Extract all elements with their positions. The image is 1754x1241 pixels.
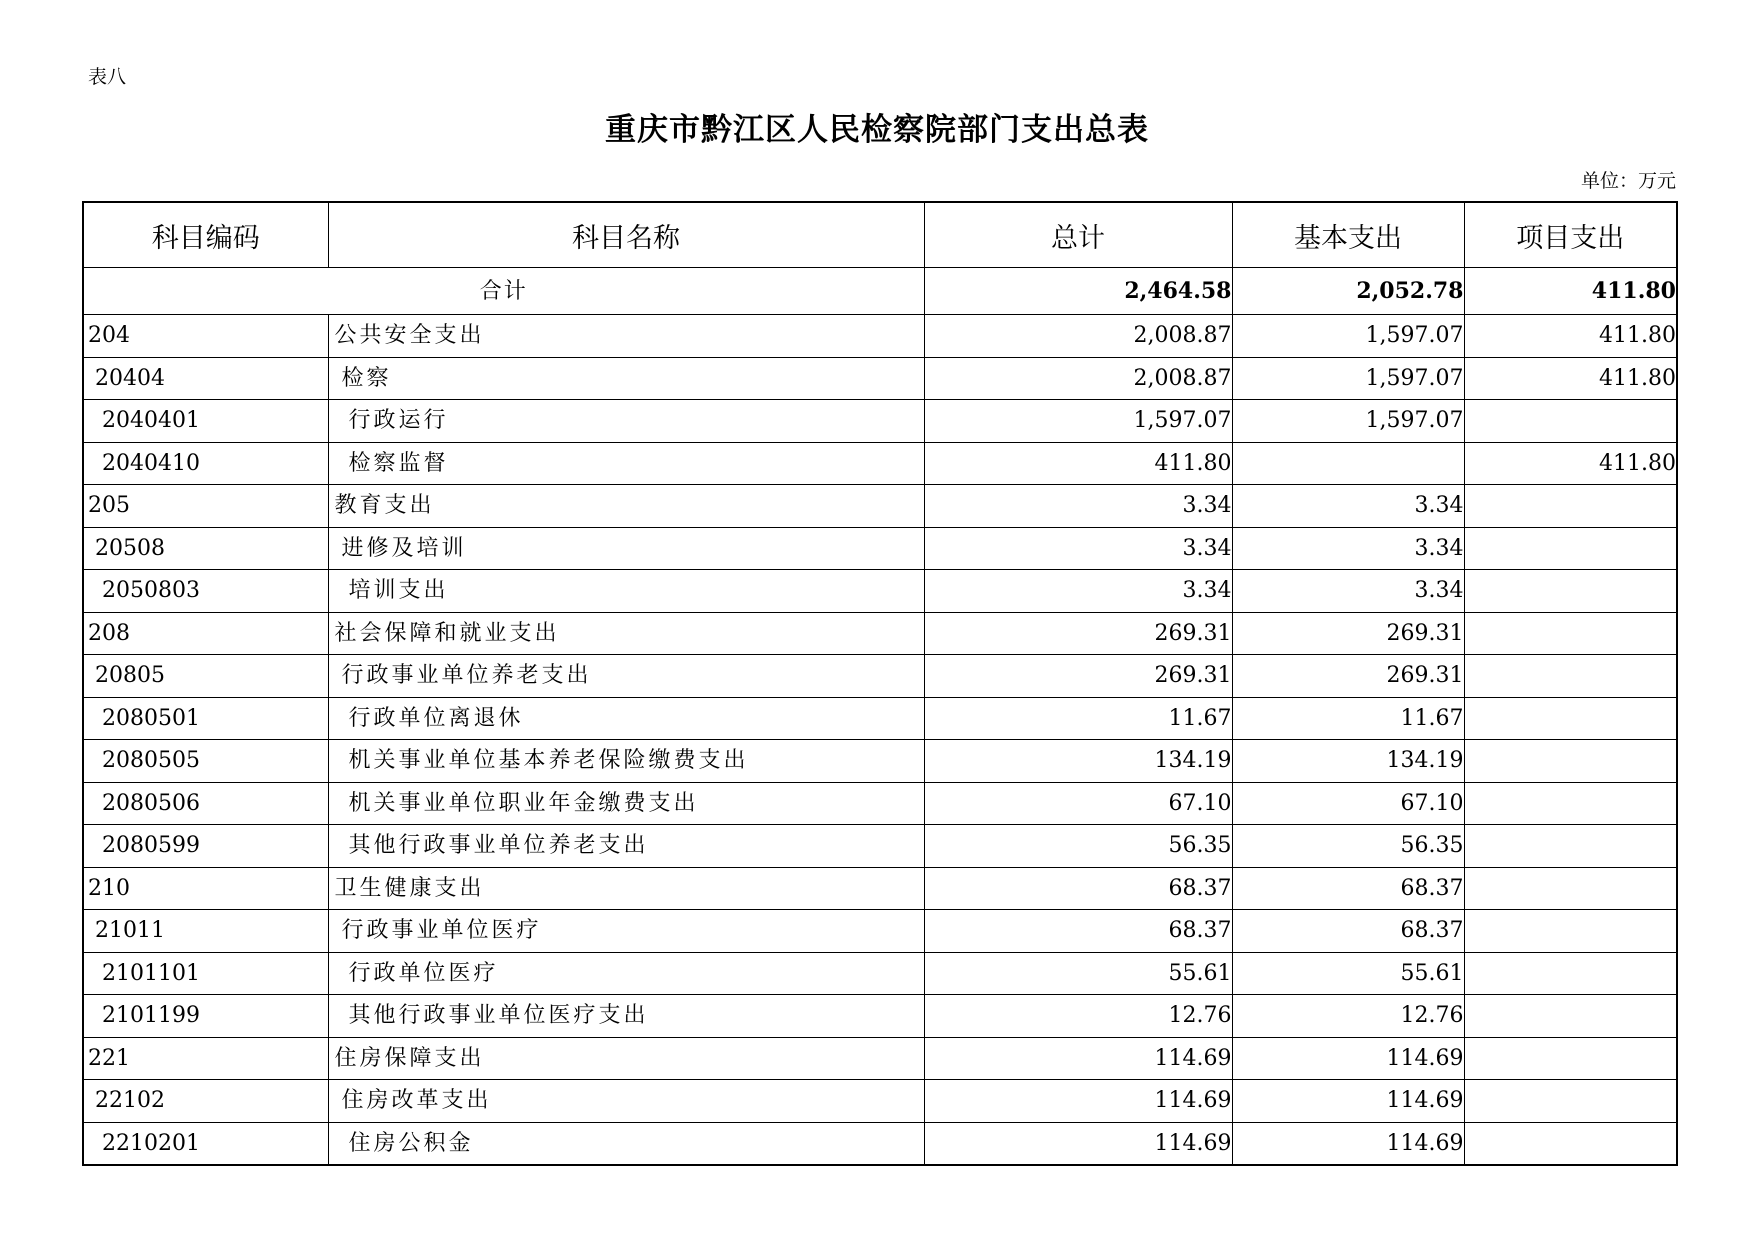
row-total: 67.10 — [924, 782, 1232, 825]
row-name: 行政事业单位养老支出 — [328, 655, 924, 698]
header-row — [83, 202, 1677, 268]
row-project — [1464, 910, 1677, 953]
row-code: 204 — [83, 315, 328, 358]
table-row — [83, 1037, 1677, 1080]
row-project — [1464, 782, 1677, 825]
row-project — [1464, 400, 1677, 443]
row-code: 210 — [83, 867, 328, 910]
row-project — [1464, 655, 1677, 698]
header-total: 总计 — [924, 202, 1232, 268]
row-project — [1464, 952, 1677, 995]
row-project — [1464, 867, 1677, 910]
table-row — [83, 1122, 1677, 1165]
row-total: 3.34 — [924, 527, 1232, 570]
table-header — [83, 202, 1677, 268]
row-project — [1464, 1080, 1677, 1123]
row-total: 2,008.87 — [924, 315, 1232, 358]
row-code: 221 — [83, 1037, 328, 1080]
row-basic: 3.34 — [1232, 570, 1464, 613]
row-code: 20404 — [83, 357, 328, 400]
row-basic: 56.35 — [1232, 825, 1464, 868]
row-name: 行政单位医疗 — [328, 952, 924, 995]
table-row — [83, 697, 1677, 740]
expenditure-table — [82, 201, 1678, 1166]
row-total: 114.69 — [924, 1037, 1232, 1080]
table-row — [83, 825, 1677, 868]
row-project: 411.80 — [1464, 315, 1677, 358]
row-basic: 114.69 — [1232, 1122, 1464, 1165]
row-project — [1464, 485, 1677, 528]
row-basic: 1,597.07 — [1232, 315, 1464, 358]
header-code: 科目编码 — [83, 202, 328, 268]
row-name: 住房保障支出 — [328, 1037, 924, 1080]
row-basic: 1,597.07 — [1232, 357, 1464, 400]
table-row — [83, 442, 1677, 485]
table-row — [83, 740, 1677, 783]
row-total: 1,597.07 — [924, 400, 1232, 443]
row-name: 住房改革支出 — [328, 1080, 924, 1123]
row-code: 22102 — [83, 1080, 328, 1123]
header-basic: 基本支出 — [1232, 202, 1464, 268]
table-row — [83, 400, 1677, 443]
row-basic: 3.34 — [1232, 485, 1464, 528]
row-total: 3.34 — [924, 485, 1232, 528]
row-basic: 67.10 — [1232, 782, 1464, 825]
row-total: 12.76 — [924, 995, 1232, 1038]
row-basic: 114.69 — [1232, 1080, 1464, 1123]
row-code: 208 — [83, 612, 328, 655]
unit-label: 单位：万元 — [1580, 170, 1676, 192]
row-code: 21011 — [83, 910, 328, 953]
row-name: 行政事业单位医疗 — [328, 910, 924, 953]
row-code: 2210201 — [83, 1122, 328, 1165]
row-total: 114.69 — [924, 1080, 1232, 1123]
row-total: 2,008.87 — [924, 357, 1232, 400]
row-total: 55.61 — [924, 952, 1232, 995]
row-code: 2101199 — [83, 995, 328, 1038]
table-row — [83, 952, 1677, 995]
row-code: 2080506 — [83, 782, 328, 825]
row-total: 269.31 — [924, 612, 1232, 655]
row-total: 11.67 — [924, 697, 1232, 740]
row-project — [1464, 1037, 1677, 1080]
row-name: 机关事业单位基本养老保险缴费支出 — [328, 740, 924, 783]
row-name: 行政单位离退休 — [328, 697, 924, 740]
row-name: 检察监督 — [328, 442, 924, 485]
table-row — [83, 782, 1677, 825]
row-project — [1464, 1122, 1677, 1165]
row-code: 2050803 — [83, 570, 328, 613]
row-basic: 269.31 — [1232, 655, 1464, 698]
row-basic: 1,597.07 — [1232, 400, 1464, 443]
row-total: 269.31 — [924, 655, 1232, 698]
row-basic: 11.67 — [1232, 697, 1464, 740]
row-basic: 68.37 — [1232, 867, 1464, 910]
table-row — [83, 570, 1677, 613]
row-name: 进修及培训 — [328, 527, 924, 570]
row-project — [1464, 570, 1677, 613]
row-name: 其他行政事业单位医疗支出 — [328, 995, 924, 1038]
row-name: 行政运行 — [328, 400, 924, 443]
row-total: 134.19 — [924, 740, 1232, 783]
table-row — [83, 655, 1677, 698]
row-name: 培训支出 — [328, 570, 924, 613]
page-title: 重庆市黔江区人民检察院部门支出总表 — [605, 112, 1149, 148]
row-code: 2080505 — [83, 740, 328, 783]
row-total: 68.37 — [924, 910, 1232, 953]
row-basic: 269.31 — [1232, 612, 1464, 655]
table-body — [83, 268, 1677, 1166]
row-code: 20805 — [83, 655, 328, 698]
row-project — [1464, 527, 1677, 570]
row-project: 411.80 — [1464, 357, 1677, 400]
row-total: 411.80 — [924, 442, 1232, 485]
total-row — [83, 268, 1677, 315]
row-name: 社会保障和就业支出 — [328, 612, 924, 655]
row-basic: 3.34 — [1232, 527, 1464, 570]
row-project — [1464, 697, 1677, 740]
row-name: 教育支出 — [328, 485, 924, 528]
row-basic: 114.69 — [1232, 1037, 1464, 1080]
row-code: 2040401 — [83, 400, 328, 443]
row-name: 卫生健康支出 — [328, 867, 924, 910]
row-code: 2080599 — [83, 825, 328, 868]
row-project — [1464, 825, 1677, 868]
row-basic: 55.61 — [1232, 952, 1464, 995]
total-amount: 2,464.58 — [924, 268, 1232, 315]
table-row — [83, 612, 1677, 655]
row-total: 56.35 — [924, 825, 1232, 868]
table-row — [83, 527, 1677, 570]
row-project — [1464, 740, 1677, 783]
row-project — [1464, 612, 1677, 655]
total-label: 合计 — [83, 268, 924, 315]
row-project: 411.80 — [1464, 442, 1677, 485]
row-total: 3.34 — [924, 570, 1232, 613]
table-row — [83, 315, 1677, 358]
total-project: 411.80 — [1464, 268, 1677, 315]
table-row — [83, 1080, 1677, 1123]
header-name: 科目名称 — [328, 202, 924, 268]
row-project — [1464, 995, 1677, 1038]
header-project: 项目支出 — [1464, 202, 1677, 268]
total-basic: 2,052.78 — [1232, 268, 1464, 315]
row-code: 205 — [83, 485, 328, 528]
row-name: 其他行政事业单位养老支出 — [328, 825, 924, 868]
row-name: 机关事业单位职业年金缴费支出 — [328, 782, 924, 825]
row-total: 114.69 — [924, 1122, 1232, 1165]
row-name: 住房公积金 — [328, 1122, 924, 1165]
row-code: 2080501 — [83, 697, 328, 740]
table-row — [83, 995, 1677, 1038]
row-name: 公共安全支出 — [328, 315, 924, 358]
row-basic: 68.37 — [1232, 910, 1464, 953]
row-basic: 134.19 — [1232, 740, 1464, 783]
row-total: 68.37 — [924, 867, 1232, 910]
row-code: 2040410 — [83, 442, 328, 485]
table-row — [83, 357, 1677, 400]
row-code: 20508 — [83, 527, 328, 570]
sheet-label: 表八 — [88, 66, 127, 88]
table-row — [83, 910, 1677, 953]
row-name: 检察 — [328, 357, 924, 400]
table-row — [83, 867, 1677, 910]
row-code: 2101101 — [83, 952, 328, 995]
row-basic: 12.76 — [1232, 995, 1464, 1038]
row-basic — [1232, 442, 1464, 485]
table-row — [83, 485, 1677, 528]
